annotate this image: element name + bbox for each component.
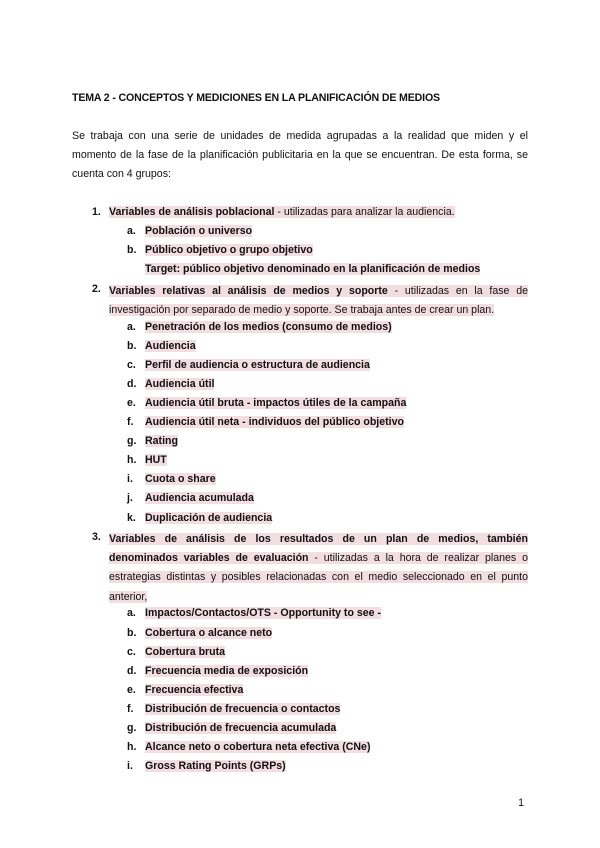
list-item: Cobertura bruta — [145, 646, 226, 658]
item-letter: h. — [127, 741, 137, 753]
list-item: Gross Rating Points (GRPs) — [145, 760, 286, 772]
list-item: Audiencia útil neta - individuos del público objetivo — [145, 416, 404, 428]
list-item: Alcance neto o cobertura neta efectiva (CNe) — [145, 741, 371, 753]
list-item: Distribución de frecuencia o contactos — [145, 703, 341, 715]
item-letter: b. — [127, 244, 137, 256]
item-letter: e. — [127, 684, 136, 696]
page-title: TEMA 2 - CONCEPTOS Y MEDICIONES EN LA PLANIFICACIÓN DE MEDIOS — [72, 92, 440, 104]
list-item: Audiencia acumulada — [145, 492, 254, 504]
list-item: Audiencia útil — [145, 378, 215, 390]
item-letter: a. — [127, 321, 136, 333]
group-1-heading — [109, 205, 528, 220]
item-letter: e. — [127, 397, 136, 409]
item-letter: j. — [127, 492, 133, 504]
list-item: Duplicación de audiencia — [145, 512, 273, 524]
page-number: 1 — [518, 797, 524, 809]
item-letter: f. — [127, 703, 134, 715]
list-item: Rating — [145, 435, 178, 447]
list-item: Distribución de frecuencia acumulada — [145, 722, 337, 734]
item-letter: b. — [127, 340, 137, 352]
item-letter: a. — [127, 225, 136, 237]
list-item: HUT — [145, 454, 167, 466]
item-letter: g. — [127, 722, 137, 734]
item-letter: k. — [127, 512, 136, 524]
list-item: Cobertura o alcance neto — [145, 627, 273, 639]
group-3-heading: Variables de análisis de los resultados de un plan de medios, también denominados variables de evaluación - utilizadas a la hora de realizar planes o estrategias distintas y posibles relacionadas con el medio seleccionado en el punto anterior, — [109, 533, 528, 603]
list-item: Perfil de audiencia o estructura de audiencia — [145, 359, 370, 371]
target-note: Target: público objetivo denominado en la planificación de medios — [145, 263, 481, 275]
item-letter: d. — [127, 665, 137, 677]
item-letter: b. — [127, 627, 137, 639]
group-number: 1. — [92, 206, 101, 218]
group-number: 2. — [92, 283, 101, 295]
list-item: Frecuencia media de exposición — [145, 665, 309, 677]
list-item: Audiencia — [145, 340, 196, 352]
item-letter: c. — [127, 646, 136, 658]
list-item: Público objetivo o grupo objetivo — [145, 244, 313, 256]
group-title: Variables de análisis poblacional — [109, 206, 275, 218]
intro-text: Se trabaja con una serie de unidades de medida agrupadas a la realidad que miden y el momento de la fase de la planificación publicitaria en la que se encuentran. De esta forma, se cuenta con 4 grupos: — [72, 130, 528, 181]
list-item: Penetración de los medios (consumo de medios) — [145, 321, 392, 333]
item-letter: h. — [127, 454, 137, 466]
list-item: Audiencia útil bruta - impactos útiles de la campaña — [145, 397, 407, 409]
item-letter: i. — [127, 760, 133, 772]
item-letter: g. — [127, 435, 137, 447]
list-item: Población o universo — [145, 225, 253, 237]
group-desc: - utilizadas para analizar la audiencia. — [274, 206, 455, 218]
item-letter: f. — [127, 416, 134, 428]
group-2-heading: Variables relativas al análisis de medios y soporte - utilizadas en la fase de investigación por separado de medio y soporte. Se trabaja antes de crear un plan. — [109, 285, 528, 316]
list-item: Impactos/Contactos/OTS - Opportunity to see - — [145, 607, 382, 619]
intro-paragraph — [72, 127, 528, 185]
item-letter: c. — [127, 359, 136, 371]
list-item: Frecuencia efectiva — [145, 684, 244, 696]
list-item: Cuota o share — [145, 473, 216, 485]
item-letter: i. — [127, 473, 133, 485]
group-number: 3. — [92, 531, 101, 543]
item-letter: d. — [127, 378, 137, 390]
item-letter: a. — [127, 607, 136, 619]
